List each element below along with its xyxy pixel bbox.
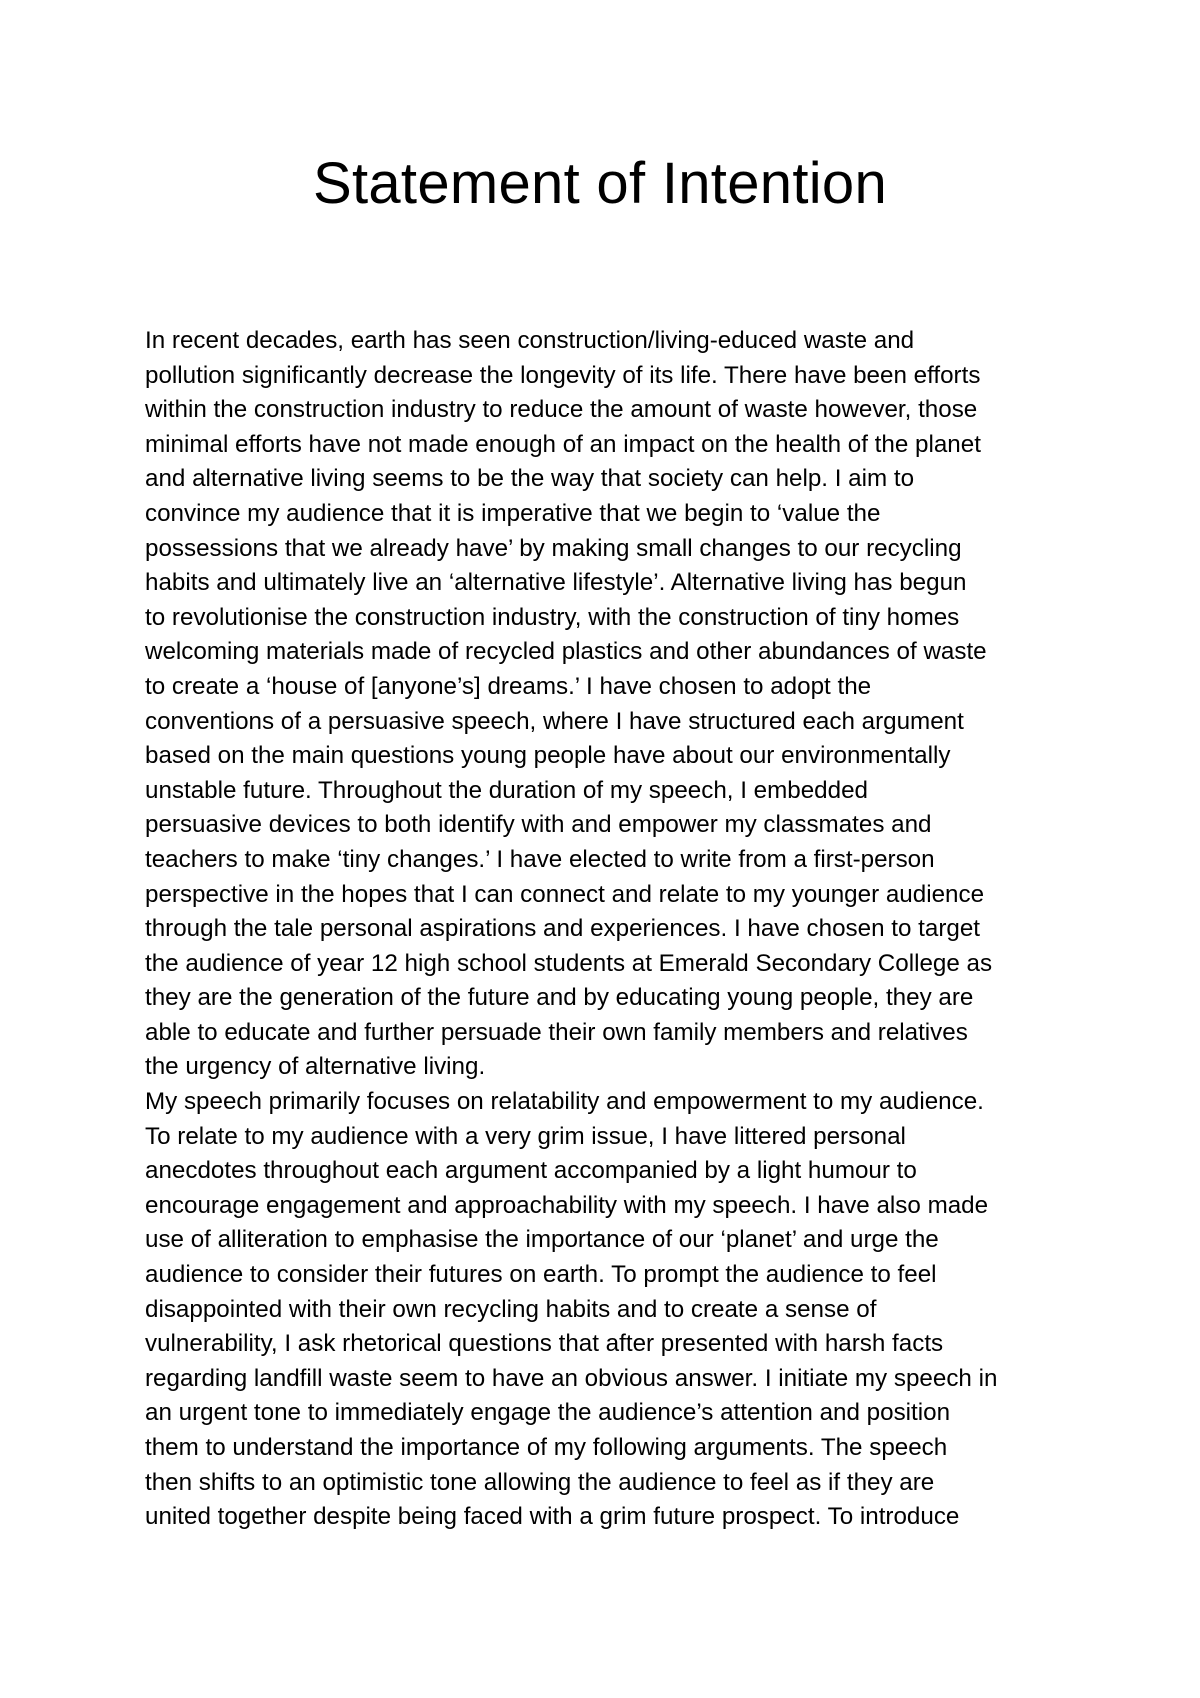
body-text-line: possessions that we already have’ by making small changes to our recycling: [145, 534, 962, 562]
body-text-line: conventions of a persuasive speech, where I have structured each argument: [145, 707, 964, 735]
body-text-line: In recent decades, earth has seen construction/living-educed waste and: [145, 327, 915, 354]
body-text-line: based on the main questions young people have about our environmentally: [145, 742, 951, 770]
body-text-line: an urgent tone to immediately engage the audience’s attention and position: [145, 1399, 951, 1427]
body-text-line: to revolutionise the construction industry, with the construction of tiny homes: [145, 603, 960, 631]
body-text-line: then shifts to an optimistic tone allowing the audience to feel as if they are: [145, 1468, 935, 1496]
body-text-line: to create a ‘house of [anyone’s] dreams.’ I have chosen to adopt the: [145, 672, 872, 700]
body-text-line: anecdotes throughout each argument accompanied by a light humour to: [145, 1157, 917, 1185]
body-text-line: habits and ultimately live an ‘alternative lifestyle’. Alternative living has begun: [145, 569, 967, 597]
body-text-line: convince my audience that it is imperative that we begin to ‘value the: [145, 499, 881, 527]
body-text-line: My speech primarily focuses on relatability and empowerment to my audience.: [145, 1088, 984, 1116]
body-text-line: encourage engagement and approachability with my speech. I have also made: [145, 1191, 989, 1219]
body-text-line: persuasive devices to both identify with and empower my classmates and: [145, 811, 932, 839]
body-text-line: use of alliteration to emphasise the importance of our ‘planet’ and urge the: [145, 1226, 939, 1254]
body-text-line: vulnerability, I ask rhetorical questions that after presented with harsh facts: [145, 1330, 944, 1358]
body-text-line: within the construction industry to reduce the amount of waste however, those: [145, 396, 978, 424]
document-body: [145, 324, 1077, 1535]
body-text-line: To relate to my audience with a very grim issue, I have littered personal: [145, 1122, 906, 1150]
body-text-line: able to educate and further persuade their own family members and relatives: [145, 1018, 968, 1046]
body-text-line: regarding landfill waste seem to have an obvious answer. I initiate my speech in: [145, 1364, 998, 1392]
body-text-line: the urgency of alternative living.: [145, 1053, 486, 1081]
body-text-line: they are the generation of the future and by educating young people, they are: [145, 984, 974, 1012]
body-text-line: unstable future. Throughout the duration of my speech, I embedded: [145, 776, 868, 804]
body-text-line: audience to consider their futures on earth. To prompt the audience to feel: [145, 1261, 937, 1289]
body-text-line: minimal efforts have not made enough of an impact on the health of the planet: [145, 430, 981, 458]
body-text-line: the audience of year 12 high school students at Emerald Secondary College as: [145, 949, 993, 977]
document-title: Statement of Intention: [312, 151, 888, 216]
body-text-line: perspective in the hopes that I can connect and relate to my younger audience: [145, 880, 985, 908]
body-text-line: them to understand the importance of my following arguments. The speech: [145, 1434, 948, 1461]
body-text-line: and alternative living seems to be the way that society can help. I aim to: [145, 465, 915, 493]
body-text-line: through the tale personal aspirations and experiences. I have chosen to target: [145, 915, 981, 943]
body-text-line: pollution significantly decrease the longevity of its life. There have been efforts: [145, 361, 981, 389]
body-text-line: disappointed with their own recycling habits and to create a sense of: [145, 1295, 877, 1323]
body-text-line: welcoming materials made of recycled plastics and other abundances of waste: [145, 638, 987, 666]
body-text-line: teachers to make ‘tiny changes.’ I have elected to write from a first-person: [145, 845, 935, 873]
body-text-line: united together despite being faced with a grim future prospect. To introduce: [145, 1503, 960, 1531]
